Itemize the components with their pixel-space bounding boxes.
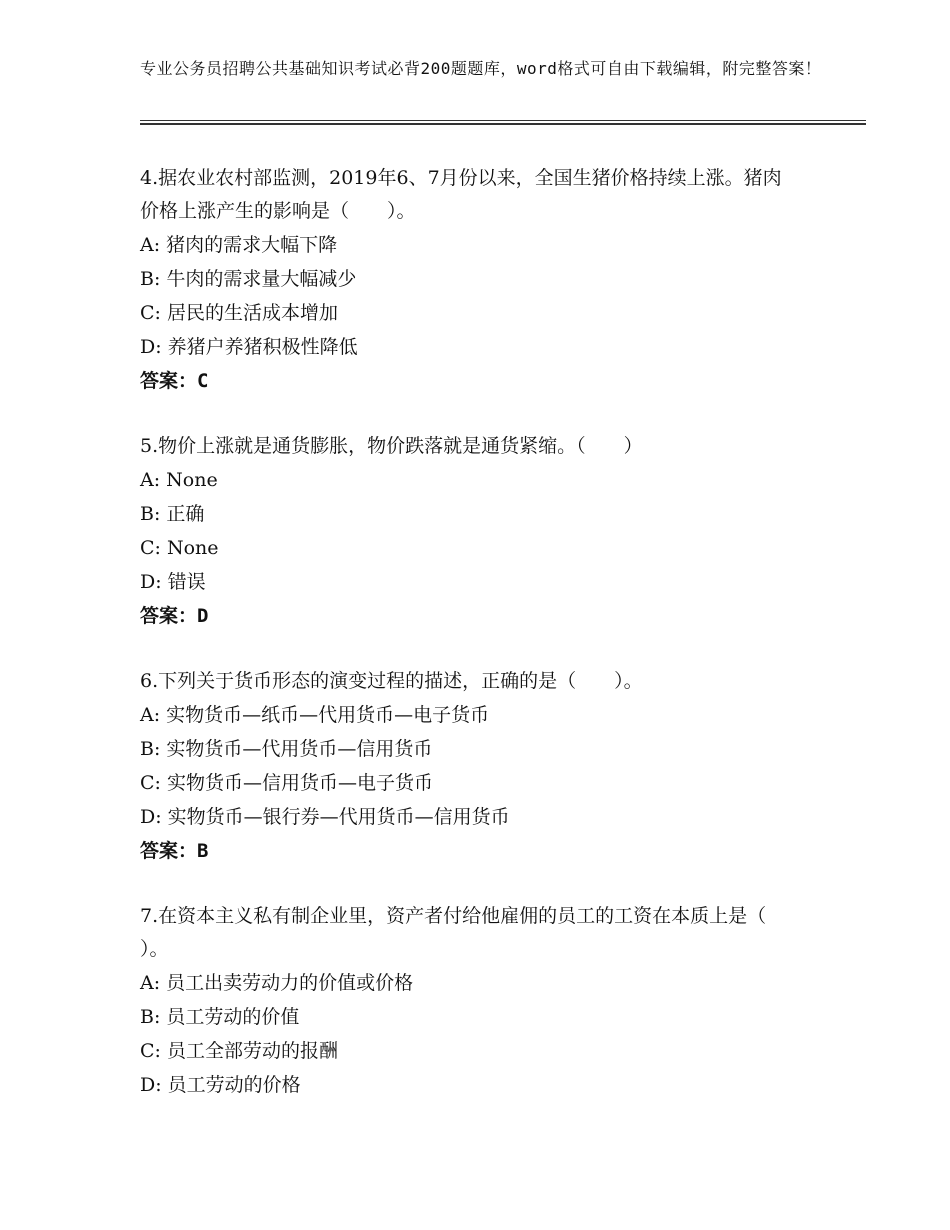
option-d: D: 错误: [140, 571, 206, 593]
option-a: A: 猪肉的需求大幅下降: [140, 234, 338, 256]
question-4: [140, 162, 800, 398]
option-d: D: 养猪户养猪积极性降低: [140, 336, 358, 358]
option-d: D: 实物货币—银行券—代用货币—信用货币: [140, 806, 510, 828]
header-divider-thin: [140, 120, 866, 121]
header-divider-thick: [140, 123, 866, 125]
document-header: 专业公务员招聘公共基础知识考试必背200题题库，word格式可自由下载编辑，附完整答案！: [140, 59, 822, 78]
question-5: [140, 430, 800, 633]
option-c: C: 实物货币—信用货币—电子货币: [140, 772, 433, 794]
answer-label: 答案：B: [140, 840, 209, 862]
option-b: B: 员工劳动的价值: [140, 1006, 300, 1028]
option-c: C: 居民的生活成本增加: [140, 302, 338, 324]
question-6: [140, 665, 800, 868]
question-list: [140, 162, 800, 1134]
option-b: B: 正确: [140, 503, 205, 525]
option-a: A: 实物货币—纸币—代用货币—电子货币: [140, 704, 490, 726]
question-7: [140, 900, 800, 1102]
question-stem: 6.下列关于货币形态的演变过程的描述，正确的是（ ）。: [140, 670, 643, 692]
option-a: A: 员工出卖劳动力的价值或价格: [140, 972, 414, 994]
answer-label: 答案：C: [140, 370, 209, 392]
option-c: C: 员工全部劳动的报酬: [140, 1040, 338, 1062]
option-b: B: 牛肉的需求量大幅减少: [140, 268, 357, 290]
question-stem: 7.在资本主义私有制企业里，资产者付给他雇佣的员工的工资在本质上是（ ）。: [140, 905, 767, 960]
question-stem: 5.物价上涨就是通货膨胀，物价跌落就是通货紧缩。（ ）: [140, 435, 643, 457]
answer-label: 答案：D: [140, 605, 209, 627]
option-c: C: None: [140, 537, 219, 559]
option-b: B: 实物货币—代用货币—信用货币: [140, 738, 433, 760]
question-stem: 4.据农业农村部监测，2019年6、7月份以来，全国生猪价格持续上涨。猪肉价格上涨产生的影响是（ ）。: [140, 167, 782, 222]
option-d: D: 员工劳动的价格: [140, 1074, 301, 1096]
option-a: A: None: [140, 469, 218, 491]
